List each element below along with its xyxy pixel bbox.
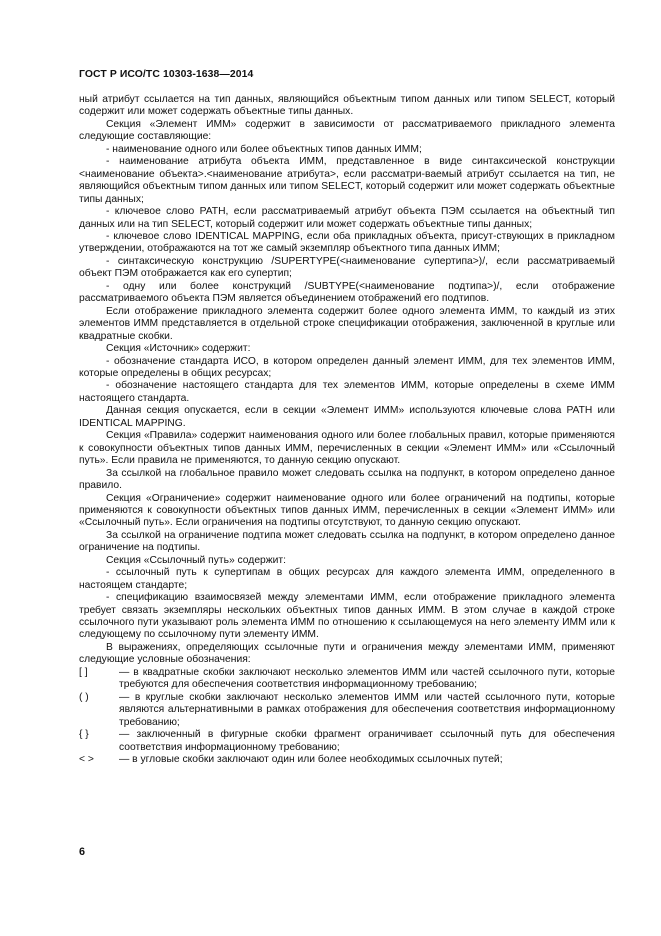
symbol-description: — в круглые скобки заключают несколько элементов ИММ или частей ссылочного пути, которые являются альтернативными в рамках отображения для обеспечения соответствия информационному требованию; xyxy=(119,691,615,728)
paragraph: Секция «Источник» содержит: xyxy=(106,343,251,355)
symbol-definition xyxy=(79,729,615,754)
paragraph: - ключевое слово PATH, если рассматриваемый атрибут объекта ПЭМ ссылается на объектный тип данных или на тип SELECT, который содержит или может содержать объектные типы данных; xyxy=(79,206,615,230)
paragraph: Секция «Ограничение» содержит наименование одного или более ограничений на подтипы, которые применяются к совокупности объектных типов данных ИММ, перечисленных в секции «Элемент ИММ» или «Ссылочный путь». Если ограничения на подтипы отсутствуют, то данную секцию опускают. xyxy=(79,492,615,529)
paragraph: - обозначение настоящего стандарта для тех элементов ИММ, которые определены в схеме ИММ настоящего стандарта. xyxy=(79,380,615,404)
symbol-description: — в угловые скобки заключают один или более необходимых ссылочных путей; xyxy=(119,754,503,766)
symbol-definition xyxy=(79,754,615,766)
symbol-definition xyxy=(79,692,615,729)
paragraph: - ссылочный путь к супертипам в общих ресурсах для каждого элемента ИММ, определенного в настоящем стандарте; xyxy=(79,567,615,591)
page-number: 6 xyxy=(79,846,86,858)
paragraph: Если отображение прикладного элемента содержит более одного элемента ИММ, то каждый из этих элементов ИММ представляется в отдельной строке спецификации отображения, заключенной в круглые или квадратные скобки. xyxy=(79,305,615,342)
paragraph: - одну или более конструкций /SUBTYPE(<наименование подтипа>)/, если отображение рассматриваемого объекта ПЭМ является объединением отображений его подтипов. xyxy=(79,280,615,305)
paragraph: ный атрибут ссылается на тип данных, являющийся объектным типом данных или типом SELECT, который содержит или может содержать объектные типы данных. xyxy=(79,94,615,118)
paragraph: Данная секция опускается, если в секции «Элемент ИММ» используются ключевые слова PATH или IDENTICAL MAPPING. xyxy=(79,405,615,429)
body-text xyxy=(79,94,615,766)
paragraph: - наименование одного или более объектных типов данных ИММ; xyxy=(106,143,422,155)
symbol-description: — в квадратные скобки заключают несколько элементов ИММ или частей ссылочного пути, которые требуются для обеспечения соответствия информационному требованию; xyxy=(119,666,615,691)
paragraph: - спецификацию взаимосвязей между элементами ИММ, если отображение прикладного элемента требует связать экземпляры нескольких объектных типов данных ИММ. В этом случае в каждой строке ссылочного пути указывают роль элемента ИММ по отношению к ссылающемуся на него элементу ИММ или к следующему по ссылочному пути элементу ИММ. xyxy=(79,592,615,641)
paragraph: - ключевое слово IDENTICAL MAPPING, если оба прикладных объекта, присут-ствующих в прикладном утверждении, отображаются на тот же самый экземпляр объектного типа данных ИММ; xyxy=(79,230,615,255)
paragraph: Секция «Элемент ИММ» содержит в зависимости от рассматриваемого прикладного элемента следующие составляющие: xyxy=(79,118,615,143)
symbol-glyph: < > xyxy=(79,754,94,766)
symbol-definition xyxy=(79,667,615,692)
standard-header: ГОСТ Р ИСО/ТС 10303-1638—2014 xyxy=(79,69,254,80)
paragraph: - синтаксическую конструкцию /SUPERTYPE(<наименование супертипа>)/, если рассматриваемый объект ПЭМ отображается как его супертип; xyxy=(79,255,615,280)
paragraph: Секция «Ссылочный путь» содержит: xyxy=(106,554,286,566)
symbol-glyph: ( ) xyxy=(79,691,89,703)
paragraph: - обозначение стандарта ИСО, в котором определен данный элемент ИММ, для тех элементов ИММ, которые определены в общих ресурсах; xyxy=(79,355,615,379)
symbol-glyph: { } xyxy=(79,729,89,741)
symbol-description: — заключенный в фигурные скобки фрагмент ограничивает ссылочный путь для обеспечения соответствия информационному требованию; xyxy=(119,729,615,753)
paragraph: За ссылкой на глобальное правило может следовать ссылка на подпункт, в котором определено данное правило. xyxy=(79,467,615,492)
paragraph: - наименование атрибута объекта ИММ, представленное в виде синтаксической конструкции <наименование объекта>.<наименование атрибута>, если рассматри-ваемый атрибут ссылается на тип, не являющийся объектным типом данных или типом SELECT, который содержит или может содержать объектные типы данных; xyxy=(79,156,615,205)
symbol-glyph: [ ] xyxy=(79,666,88,678)
paragraph: В выражениях, определяющих ссылочные пути и ограничения между элементами ИММ, применяют следующие условные обозначения: xyxy=(79,641,615,666)
paragraph-list xyxy=(79,94,615,667)
paragraph: Секция «Правила» содержит наименования одного или более глобальных правил, которые применяются к совокупности объектных типов данных ИММ, перечисленных в секции «Элемент ИММ» или «Ссылочный путь». Если правила не применяются, то данную секцию опускают. xyxy=(79,430,615,467)
symbol-list xyxy=(79,667,615,767)
paragraph: За ссылкой на ограничение подтипа может следовать ссылка на подпункт, в котором определено данное ограничение на подтипы. xyxy=(79,529,615,554)
